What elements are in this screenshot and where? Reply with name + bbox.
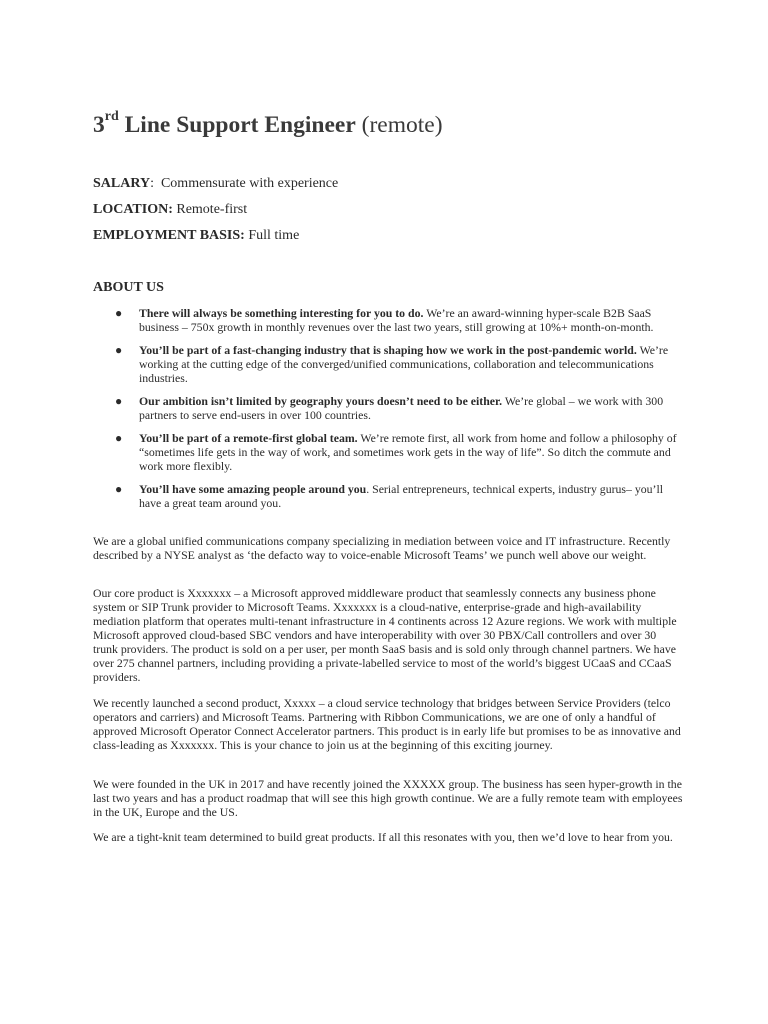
bullet-icon: ● xyxy=(115,306,123,320)
bullet-text: We’re working at the cutting edge of the converged/unified communications, collaboration and telecommunications industries. xyxy=(139,343,669,385)
salary-separator: : xyxy=(150,176,161,191)
bullet-lead: Our ambition isn’t limited by geography yours doesn’t need to be either. xyxy=(139,394,503,408)
bullet-item xyxy=(93,306,683,334)
about-us-bullet-list xyxy=(93,306,683,519)
title-qualifier: (remote) xyxy=(355,112,443,138)
bullet-item xyxy=(93,431,683,473)
bullet-icon: ● xyxy=(115,431,123,445)
about-us-heading: ABOUT US xyxy=(93,280,164,295)
bullet-lead: There will always be something interesting for you to do. xyxy=(139,306,424,320)
title-role: Line Support Engineer xyxy=(118,112,356,138)
employment-basis-label: EMPLOYMENT BASIS: xyxy=(93,228,245,243)
bullet-lead: You’ll be part of a fast-changing industry that is shaping how we work in the post-pandemic world. xyxy=(139,343,637,357)
bullet-lead: You’ll be part of a remote-first global team. xyxy=(139,431,358,445)
bullet-text: . Serial entrepreneurs, technical experts, industry gurus– you’ll have a great team around you. xyxy=(139,482,664,510)
title-ordinal-suffix: rd xyxy=(104,109,119,125)
bullet-icon: ● xyxy=(115,343,123,357)
salary-label: SALARY xyxy=(93,176,151,191)
employment-basis-value: Full time xyxy=(248,228,300,243)
bullet-lead: You’ll have some amazing people around you xyxy=(139,482,367,496)
location-label: LOCATION: xyxy=(93,202,173,217)
salary-field xyxy=(93,175,653,193)
bullet-icon: ● xyxy=(115,394,123,408)
paragraph-company-intro: We are a global unified communications company specializing in mediation between voice and IT infrastructure. Recently described by a NYSE analyst as ‘the defacto way to voice-enable Microsoft Teams’ we punch well above our weight. xyxy=(93,534,671,562)
salary-value: Commensurate with experience xyxy=(160,176,339,191)
location-field xyxy=(93,201,653,219)
paragraph-founding: We were founded in the UK in 2017 and have recently joined the XXXXX group. The business has seen hyper-growth in the last two years and has a product roadmap that will see this high growth continue. We are a fully remote team with employees in the UK, Europe and the US. xyxy=(93,777,683,819)
bullet-item xyxy=(93,343,683,385)
bullet-text: We’re remote first, all work from home and follow a philosophy of “sometimes life gets in the way of work, and sometimes work gets in the way of life”. So ditch the commute and work more flexibly. xyxy=(139,431,677,473)
bullet-text: We’re global – we work with 300 partners to serve end-users in over 100 countries. xyxy=(139,394,664,422)
job-title xyxy=(93,110,713,140)
title-number: 3 xyxy=(93,112,105,138)
bullet-icon: ● xyxy=(115,482,123,496)
bullet-item xyxy=(93,482,683,510)
bullet-item xyxy=(93,394,683,422)
employment-basis-field xyxy=(93,227,653,245)
location-value: Remote-first xyxy=(176,202,248,217)
paragraph-core-product: Our core product is Xxxxxxx – a Microsoft approved middleware product that seamlessly connects any business phone system or SIP Trunk provider to Microsoft Teams. Xxxxxxx is a cloud-native, enterprise-grade and high-availability mediation platform that operates multi-tenant infrastructure in 4 continents across 12 Azure regions. We work with multiple Microsoft approved cloud-based SBC vendors and have interoperability with over 30 PBX/Call controllers and over 30 trunk providers. The product is sold on a per user, per month SaaS basis and is sold only through channel partners. We have over 275 channel partners, including providing a private-labelled service to most of the world’s biggest UCaaS and CCaaS providers. xyxy=(93,586,677,684)
paragraph-second-product: We recently launched a second product, Xxxxx – a cloud service technology that bridges between Service Providers (telco operators and carriers) and Microsoft Teams. Partnering with Ribbon Communications, we are one of only a handful of approved Microsoft Operator Connect Accelerator partners. This product is in early life but promises to be as innovative and class-leading as Xxxxxxx. This is your chance to join us at the beginning of this exciting journey. xyxy=(93,696,681,752)
paragraph-closing: We are a tight-knit team determined to build great products. If all this resonates with you, then we’d love to hear from you. xyxy=(93,830,673,844)
bullet-text: We’re an award-winning hyper-scale B2B SaaS business – 750x growth in monthly revenues over the last two years, still growing at 10%+ month-on-month. xyxy=(139,306,654,334)
